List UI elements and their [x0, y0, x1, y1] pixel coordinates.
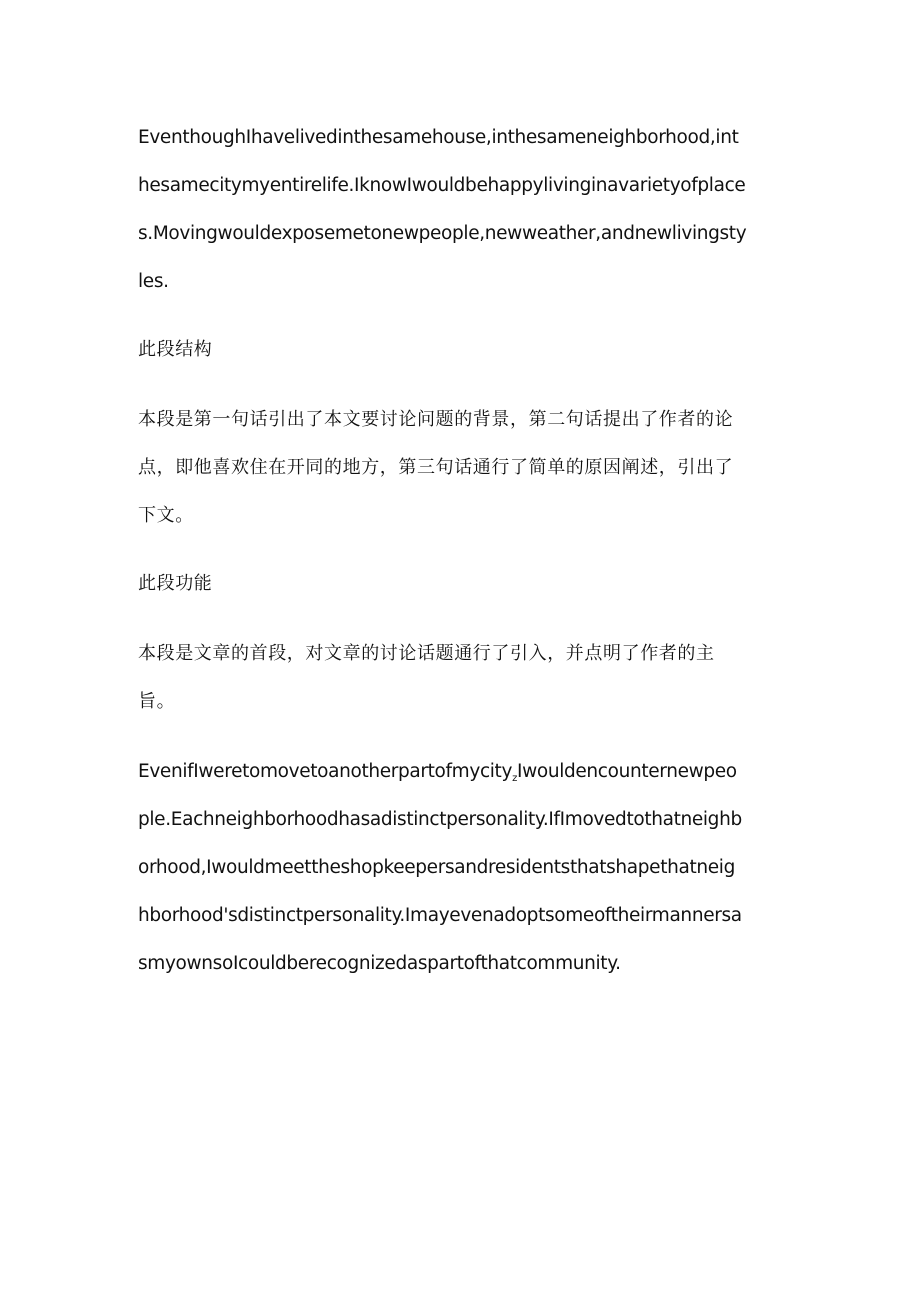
paragraph-english-2 [138, 748, 784, 988]
paragraph-chinese-structure [138, 396, 784, 540]
text-fragment: EvenifIweretomovetoanotherpartofmycity [138, 761, 513, 782]
text-line: smyownsoIcouldberecognizedaspartofthatcommunity. [138, 953, 621, 974]
subscript-glyph: z [512, 773, 517, 784]
section-heading-function: 此段功能 [138, 573, 213, 594]
text-line: orhood,Iwouldmeettheshopkeepersandresidentsthatshapethatneig [138, 857, 735, 878]
text-line: les. [138, 271, 169, 292]
text-line [138, 748, 784, 796]
text-line: hesamecitymyentirelife.IknowIwouldbehappylivinginavarietyofplace [138, 175, 746, 196]
document-page [138, 114, 784, 988]
text-line: EventhoughIhavelivedinthesamehouse,inthesameneighborhood,int [138, 127, 739, 148]
text-line: 本段是第一句话引出了本文要讨论问题的背景，第二句话提出了作者的论 [138, 409, 734, 430]
text-line: 本段是文章的首段，对文章的讨论话题通行了引入，并点明了作者的主 [138, 643, 715, 664]
text-line: 旨。 [138, 691, 176, 712]
paragraph-english-1 [138, 114, 784, 306]
text-line: hborhood'sdistinctpersonality.Imayevenadoptsomeoftheirmannersa [138, 905, 742, 926]
text-line: s.Movingwouldexposemetonewpeople,newweather,andnewlivingsty [138, 223, 747, 244]
text-line: 点，即他喜欢住在开同的地方，第三句话通行了简单的原因阐述，引出了 [138, 457, 734, 478]
section-heading-structure: 此段结构 [138, 339, 213, 360]
text-line: ple.Eachneighborhoodhasadistinctpersonality.IfImovedtothatneighb [138, 809, 742, 830]
text-fragment: Iwouldencounternewpeo [516, 761, 737, 782]
paragraph-chinese-function [138, 630, 784, 726]
text-line: 下文。 [138, 505, 194, 526]
